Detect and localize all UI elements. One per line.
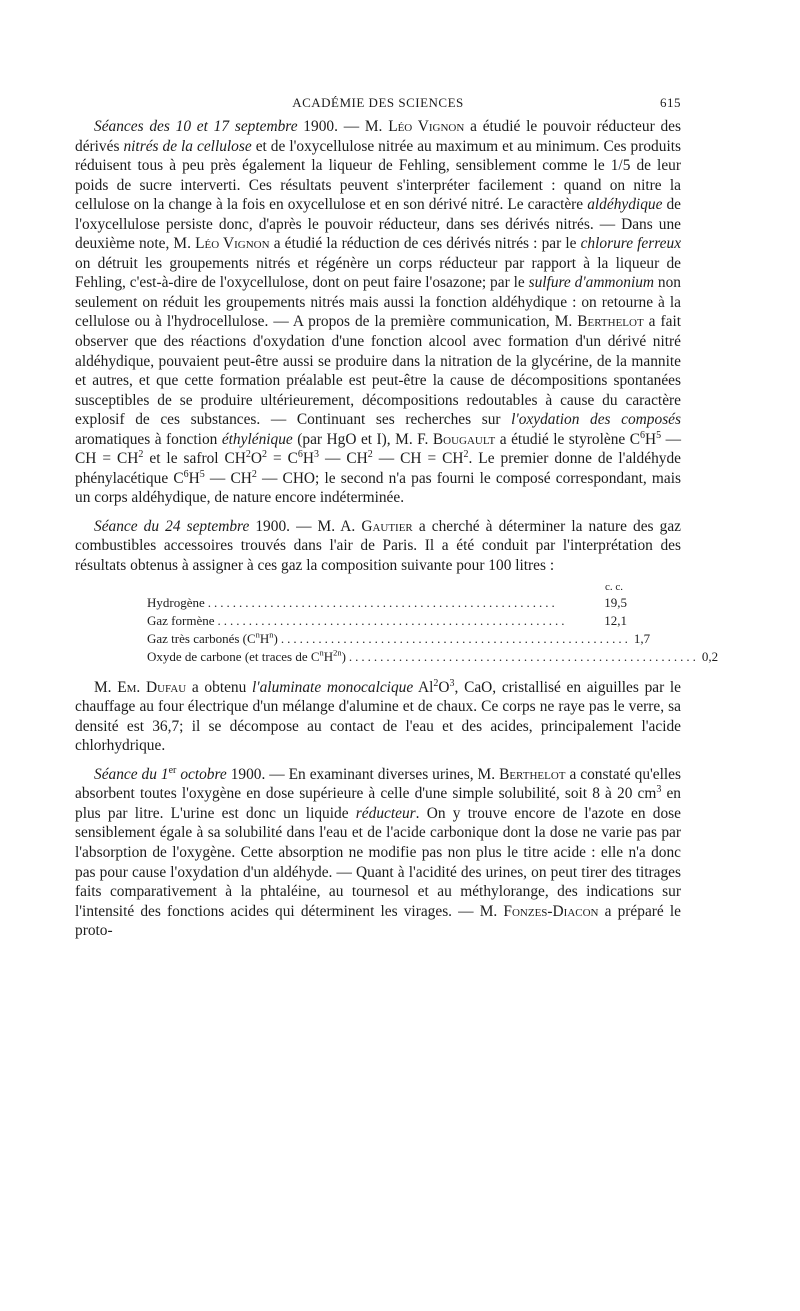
author-name: Léo Vignon bbox=[388, 118, 465, 135]
gas-value: 1,7 bbox=[633, 630, 651, 646]
running-header bbox=[75, 95, 681, 117]
leader-dots: ........................................................ bbox=[280, 630, 631, 646]
table-row bbox=[147, 647, 719, 666]
paragraph-seance-1er-octobre: Séance du 1er octobre 1900. — En examinant diverses urines, M. Berthelot a constaté qu'elles absorbent toutes l'oxygène en dose supérieure à celle d'une simple solubilité, soit 8 à 20 $cm^3$ en plus par litre. L'urine est donc un liquide réducteur. On y trouve encore de l'azote en dose sensiblement égale à sa solubilité dans l'eau et de l'acide carbonique dont la dose ne varie pas par l'absorption de l'oxygène. Cette absorption ne modifie pas non plus le titre acide : elle n'a donc pas pour cause l'oxydation d'un aldéhyde. — Quant à l'acidité des urines, on peut tirer des titrages faits comparativement à la phtaléine, au tournesol et au méthylorange, des indications sur l'intensité des fonctions acides qui déterminent les virages. — M. Fonzes-Diacon a préparé le proto- bbox=[75, 764, 682, 940]
journal-page bbox=[75, 95, 719, 941]
author-name: Bougault bbox=[432, 430, 496, 448]
author-name: Berthelot bbox=[577, 313, 644, 331]
gas-name: Hydrogène bbox=[147, 594, 205, 610]
gas-value: 0,2 bbox=[701, 648, 719, 664]
author-name: Berthelot bbox=[499, 765, 566, 783]
gas-name: Gaz formène bbox=[147, 612, 215, 628]
author-name: Fonzes-Diacon bbox=[503, 902, 599, 920]
paragraph-seance-24-septembre: Séance du 24 septembre 1900. — M. A. Gautier a cherché à déterminer la nature des gaz combustibles accessoires trouvés dans l'air de Paris. Il a été conduit par l'interprétation des résultats obtenus à assigner à ces gaz la composition suivante pour 100 litres : bbox=[75, 517, 681, 575]
paragraph-seances-10-17-septembre: Séances des 10 et 17 septembre 1900. — M. Léo Vignon a étudié le pouvoir réducteur des dérivés nitrés de la cellulose et de l'oxycellulose nitrée au maximum et au minimum. Ces produits réduisent tous à peu près également la liqueur de Fehling, sensiblement comme le 1/5 de leur poids de sucre interverti. Ces résultats peuvent s'interpréter facilement : quand on nitre la cellulose on la change à la fois en oxycellulose et en son dérivé nitré. Le caractère aldéhydique de l'oxycellulose persiste donc, d'après le pouvoir réducteur, dans ses dérivés nitrés. — Dans une deuxième note, M. Léo Vignon a étudié la réduction de ces dérivés nitrés : par le chlorure ferreux on détruit les groupements nitrés et régénère un corps réducteur par rapport à la liqueur de Fehling, c'est-à-dire de l'oxycellulose, dont on peut faire l'osazone; par le sulfure d'ammonium non seulement on réduit les groupements nitrés mais aussi la fonction aldéhydique : on retourne à la cellulose ou à l'hydrocellulose. — A propos de la première communication, M. Berthelot a fait observer que des réactions d'oxydation d'une fonction alcool avec formation d'un dérivé nitré aldéhydique, pouvaient peut-être aussi se produire dans la nitration de la glycérine, de la mannite et autres, et que cette formation préalable est peut-être la cause de décompositions spontanées susceptibles de se produire ultérieurement, décompositions redoutables à cause du caractère explosif de ces substances. — Continuant ses recherches sur l'oxydation des composés aromatiques à fonction éthylénique (par HgO et I), M. F. Bougault a étudié le styrolène $C^6H^5$ — CH = $CH^2$ et le safrol $CH^2O^2 = C^6H^3$ — $CH^2$ — CH = $CH^2$. Le premier donne de l'aldéhyde phénylacétique $C^6H^5$ — $CH^2$ — CHO; le second n'a pas fourni le composé correspondant, mais un corps aldéhydique, de nature encore indéterminée. bbox=[75, 118, 682, 507]
gas-value: 19,5 bbox=[604, 594, 627, 610]
gas-name: Gaz très carbonés $(C^nH^n)$ bbox=[147, 629, 278, 646]
author-name: Gautier bbox=[361, 517, 413, 535]
paragraph-dufau-aluminate: M. Em. Dufau a obtenu l'aluminate monocalcique $Al^2O^3$, CaO, cristallisé en aiguilles par le chauffage au four électrique d'un mélange d'alumine et de chaux. Ce corps ne raye pas le verre, sa densité est 36,7; il se décompose au contact de l'eau et des acides, principalement l'acide chlorhydrique. bbox=[75, 677, 682, 755]
table-row bbox=[147, 594, 627, 612]
leader-dots: ........................................................ bbox=[217, 612, 568, 628]
unit-label: c. c. bbox=[604, 580, 623, 593]
author-name: Em. Dufau bbox=[117, 678, 187, 696]
gas-composition-table bbox=[147, 580, 719, 666]
gas-value: 12,1 bbox=[604, 612, 627, 628]
gas-name: Oxyde de carbone (et traces de $C^nH^{2n}$) bbox=[147, 647, 346, 664]
leader-dots: ........................................................ bbox=[207, 594, 558, 610]
table-row bbox=[147, 612, 627, 630]
header-title: ACADÉMIE DES SCIENCES bbox=[292, 95, 464, 110]
page-number: 615 bbox=[660, 95, 681, 110]
table-row bbox=[147, 629, 651, 648]
author-name: Léo Vignon bbox=[195, 235, 270, 253]
leader-dots: ........................................................ bbox=[348, 648, 699, 664]
